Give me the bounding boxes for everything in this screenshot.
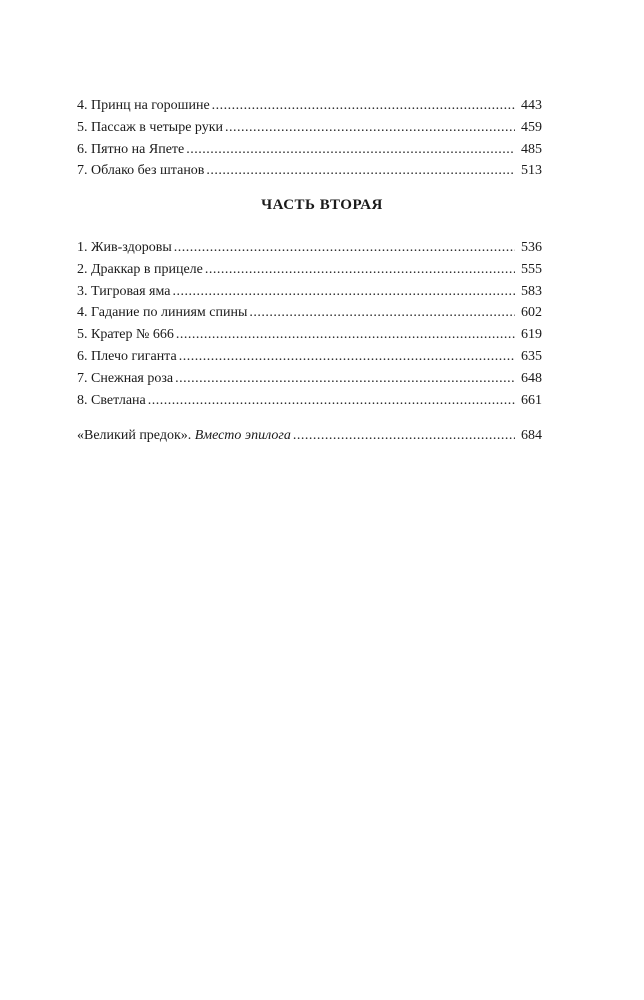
toc-entry[interactable] bbox=[77, 390, 542, 412]
toc-entry[interactable] bbox=[77, 237, 542, 259]
toc-entry-title: 1. Жив-здоровы bbox=[77, 240, 172, 255]
toc-entry-title: 7. Снежная роза bbox=[77, 370, 174, 386]
dot-leader bbox=[206, 160, 515, 182]
toc-entry-title: 4. Принц на горошине bbox=[77, 98, 210, 113]
toc-entry-page: 583 bbox=[521, 283, 542, 299]
epilogue-title: «Великий предок». bbox=[77, 428, 192, 443]
toc-entry[interactable] bbox=[77, 259, 542, 281]
toc-entry-page: 443 bbox=[521, 98, 542, 113]
toc-entry-title: 3. Тигровая яма bbox=[77, 283, 171, 299]
dot-leader bbox=[293, 425, 515, 447]
toc-entry-title: 6. Плечо гиганта bbox=[77, 348, 177, 364]
toc-part-two bbox=[77, 237, 542, 411]
toc-entry-title: 7. Облако без штанов bbox=[77, 163, 205, 179]
toc-entry-title: 8. Светлана bbox=[77, 392, 146, 408]
toc-entry[interactable] bbox=[77, 324, 542, 346]
toc-entry-page: 513 bbox=[521, 163, 542, 179]
toc-entry[interactable] bbox=[77, 95, 542, 117]
toc-entry-page: 619 bbox=[521, 327, 542, 343]
toc-entry-page: 661 bbox=[521, 392, 542, 408]
dot-leader bbox=[175, 368, 515, 390]
dot-leader bbox=[212, 95, 515, 117]
dot-leader bbox=[148, 390, 515, 412]
toc-entry-title: 4. Гадание по линиям спины bbox=[77, 305, 248, 321]
toc-entry-title: 5. Кратер № 666 bbox=[77, 327, 174, 343]
toc-entry-title: 6. Пятно на Япете bbox=[77, 141, 185, 157]
toc-entry[interactable] bbox=[77, 368, 542, 390]
dot-leader bbox=[186, 139, 515, 161]
toc-entry-page: 485 bbox=[521, 141, 542, 157]
toc-entry[interactable] bbox=[77, 281, 542, 303]
dot-leader bbox=[176, 324, 515, 346]
dot-leader bbox=[205, 259, 515, 281]
toc-entry[interactable] bbox=[77, 302, 542, 324]
toc-entry-page: 635 bbox=[521, 348, 542, 364]
toc-entry-title: 2. Драккар в прицеле bbox=[77, 261, 203, 277]
epilogue-subtitle: Вместо эпилога bbox=[194, 428, 291, 443]
toc-epilogue bbox=[77, 425, 542, 447]
toc-entry-page: 602 bbox=[521, 305, 542, 321]
toc-entry-title bbox=[77, 425, 291, 447]
toc-entry-page: 555 bbox=[521, 261, 542, 277]
part-two-heading: ЧАСТЬ ВТОРАЯ bbox=[261, 197, 383, 213]
toc-entry-title: 5. Пассаж в четыре руки bbox=[77, 119, 224, 135]
toc-entry[interactable] bbox=[77, 117, 542, 139]
toc-entry[interactable] bbox=[77, 160, 542, 182]
dot-leader bbox=[225, 117, 515, 139]
dot-leader bbox=[249, 302, 515, 324]
dot-leader bbox=[179, 346, 515, 368]
toc-entry-page: 536 bbox=[521, 240, 542, 255]
toc-entry-epilogue[interactable] bbox=[77, 425, 542, 447]
toc-entry-page: 648 bbox=[521, 370, 542, 386]
toc-entry-page: 459 bbox=[521, 119, 542, 135]
dot-leader bbox=[174, 237, 515, 259]
toc-entry-page: 684 bbox=[521, 428, 542, 443]
toc-entry[interactable] bbox=[77, 139, 542, 161]
toc-part-one-continued bbox=[77, 95, 542, 182]
toc-entry[interactable] bbox=[77, 346, 542, 368]
dot-leader bbox=[172, 281, 515, 303]
